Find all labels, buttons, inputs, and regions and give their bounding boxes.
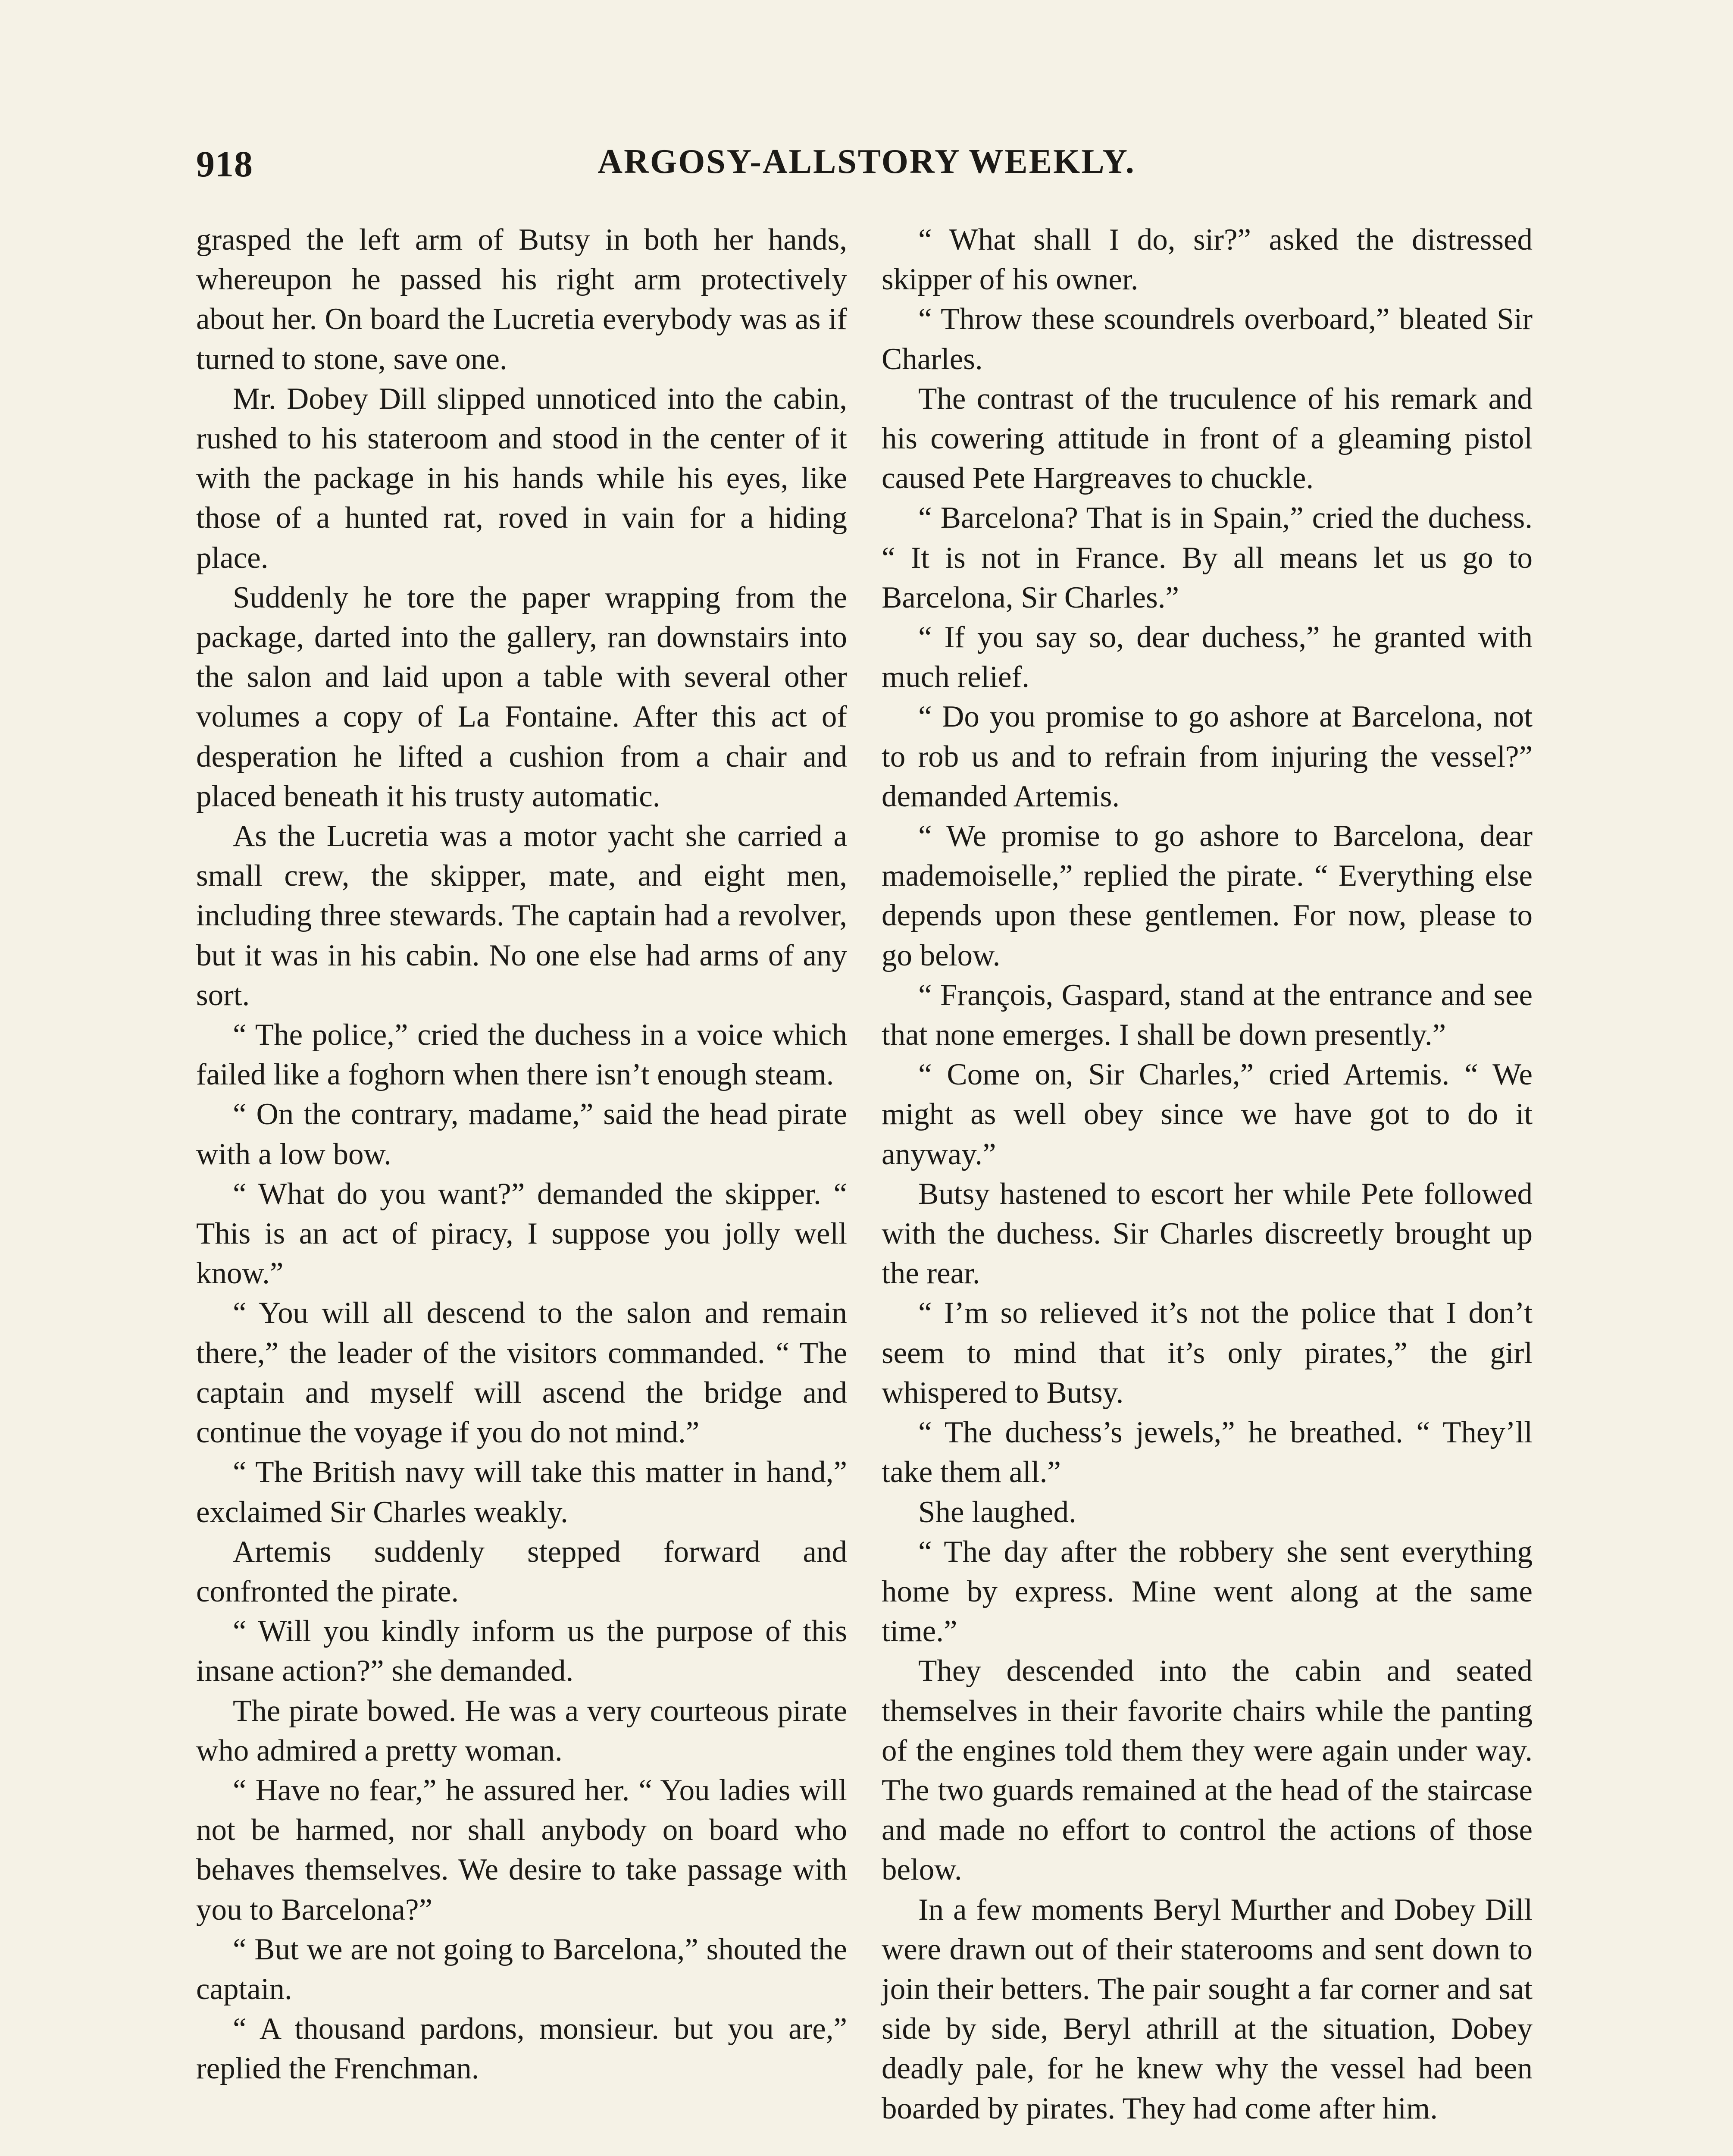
paragraph: Mr. Dobey Dill slipped unnoticed into the cabin, rushed to his stateroom and stood in the center of it with the package in his hands while his eyes, like those of a hunted rat, roved in vain for a hiding place. xyxy=(196,382,847,575)
paragraph: They descended into the cabin and seated themselves in their favorite chairs while the panting of the engines told them they were again under way. The two guards remained at the head of the staircase and made no effort to control the actions of those below. xyxy=(882,1654,1533,1887)
page-number: 918 xyxy=(196,143,253,185)
paragraph: “ François, Gaspard, stand at the entrance and see that none emerges. I shall be down presently.” xyxy=(882,978,1533,1052)
paragraph: “ What do you want?” demanded the skipper. “ This is an act of piracy, I suppose you jolly well know.” xyxy=(196,1177,847,1291)
paragraph: “ Come on, Sir Charles,” cried Artemis. “ We might as well obey since we have got to do it anyway.” xyxy=(882,1058,1533,1171)
paragraph: “ Throw these scoundrels overboard,” bleated Sir Charles. xyxy=(882,302,1533,376)
paragraph: “ On the contrary, madame,” said the head pirate with a low bow. xyxy=(196,1097,847,1171)
paragraph: “ The day after the robbery she sent everything home by express. Mine went along at the same time.” xyxy=(882,1535,1533,1648)
paragraph: “ A thousand pardons, monsieur. but you are,” replied the Frenchman. xyxy=(196,2012,847,2086)
paragraph: The pirate bowed. He was a very courteous pirate who admired a pretty woman. xyxy=(196,1694,847,1767)
paragraph: “ Will you kindly inform us the purpose of this insane action?” she demanded. xyxy=(196,1614,847,1688)
paragraph: “ But we are not going to Barcelona,” shouted the captain. xyxy=(196,1932,847,2006)
paragraph: Butsy hastened to escort her while Pete followed with the duchess. Sir Charles discreetly brought up the rear. xyxy=(882,1177,1533,1291)
paragraph: “ The police,” cried the duchess in a voice which failed like a foghorn when there isn’t enough steam. xyxy=(196,1018,847,1092)
paragraph: “ I’m so relieved it’s not the police that I don’t seem to mind that it’s only pirates,” the girl whispered to Butsy. xyxy=(882,1296,1533,1410)
page-header xyxy=(196,142,1537,194)
running-head: ARGOSY-ALLSTORY WEEKLY. xyxy=(597,143,1136,181)
paragraph: “ We promise to go ashore to Barcelona, dear mademoiselle,” replied the pirate. “ Everything else depends upon these gentlemen. For now, please to go below. xyxy=(882,819,1533,972)
paragraph: grasped the left arm of Butsy in both her hands, whereupon he passed his right arm protectively about her. On board the Lucretia everybody was as if turned to stone, save one. xyxy=(196,223,847,376)
paragraph: “ What shall I do, sir?” asked the distressed skipper of his owner. xyxy=(882,223,1533,297)
paragraph: “ The British navy will take this matter in hand,” exclaimed Sir Charles weakly. xyxy=(196,1455,847,1529)
paragraph: “ Have no fear,” he assured her. “ You ladies will not be harmed, nor shall anybody on board who behaves themselves. We desire to take passage with you to Barcelona?” xyxy=(196,1773,847,1927)
paragraph: She laughed. xyxy=(918,1495,1076,1529)
paragraph: “ Barcelona? That is in Spain,” cried the duchess. “ It is not in France. By all means let us go to Barcelona, Sir Charles.” xyxy=(882,501,1533,614)
paragraph: “ Do you promise to go ashore at Barcelona, not to rob us and to refrain from injuring the vessel?” demanded Artemis. xyxy=(882,700,1533,813)
paragraph: As the Lucretia was a motor yacht she carried a small crew, the skipper, mate, and eight men, including three stewards. The captain had a revolver, but it was in his cabin. No one else had arms of any sort. xyxy=(196,819,847,1012)
paragraph: Artemis suddenly stepped forward and confronted the pirate. xyxy=(196,1535,847,1608)
right-column xyxy=(882,220,1533,2128)
paragraph: In a few moments Beryl Murther and Dobey Dill were drawn out of their staterooms and sent down to join their betters. The pair sought a far corner and sat side by side, Beryl athrill at the situation, Dobey deadly pale, for he knew why the vessel had been boarded by pirates. They had come after him. xyxy=(882,1893,1533,2125)
paragraph: The contrast of the truculence of his remark and his cowering attitude in front of a gleaming pistol caused Pete Hargreaves to chuckle. xyxy=(882,382,1533,495)
paragraph: “ You will all descend to the salon and remain there,” the leader of the visitors commanded. “ The captain and myself will ascend the bridge and continue the voyage if you do not mind.” xyxy=(196,1296,847,1450)
paragraph: “ The duchess’s jewels,” he breathed. “ They’ll take them all.” xyxy=(882,1416,1533,1489)
left-column xyxy=(196,220,847,2089)
paragraph: “ If you say so, dear duchess,” he granted with much relief. xyxy=(882,620,1533,694)
paragraph: Suddenly he tore the paper wrapping from the package, darted into the gallery, ran downstairs into the salon and laid upon a table with several other volumes a copy of La Fontaine. After this act of desperation he lifted a cushion from a chair and placed beneath it his trusty automatic. xyxy=(196,580,847,813)
